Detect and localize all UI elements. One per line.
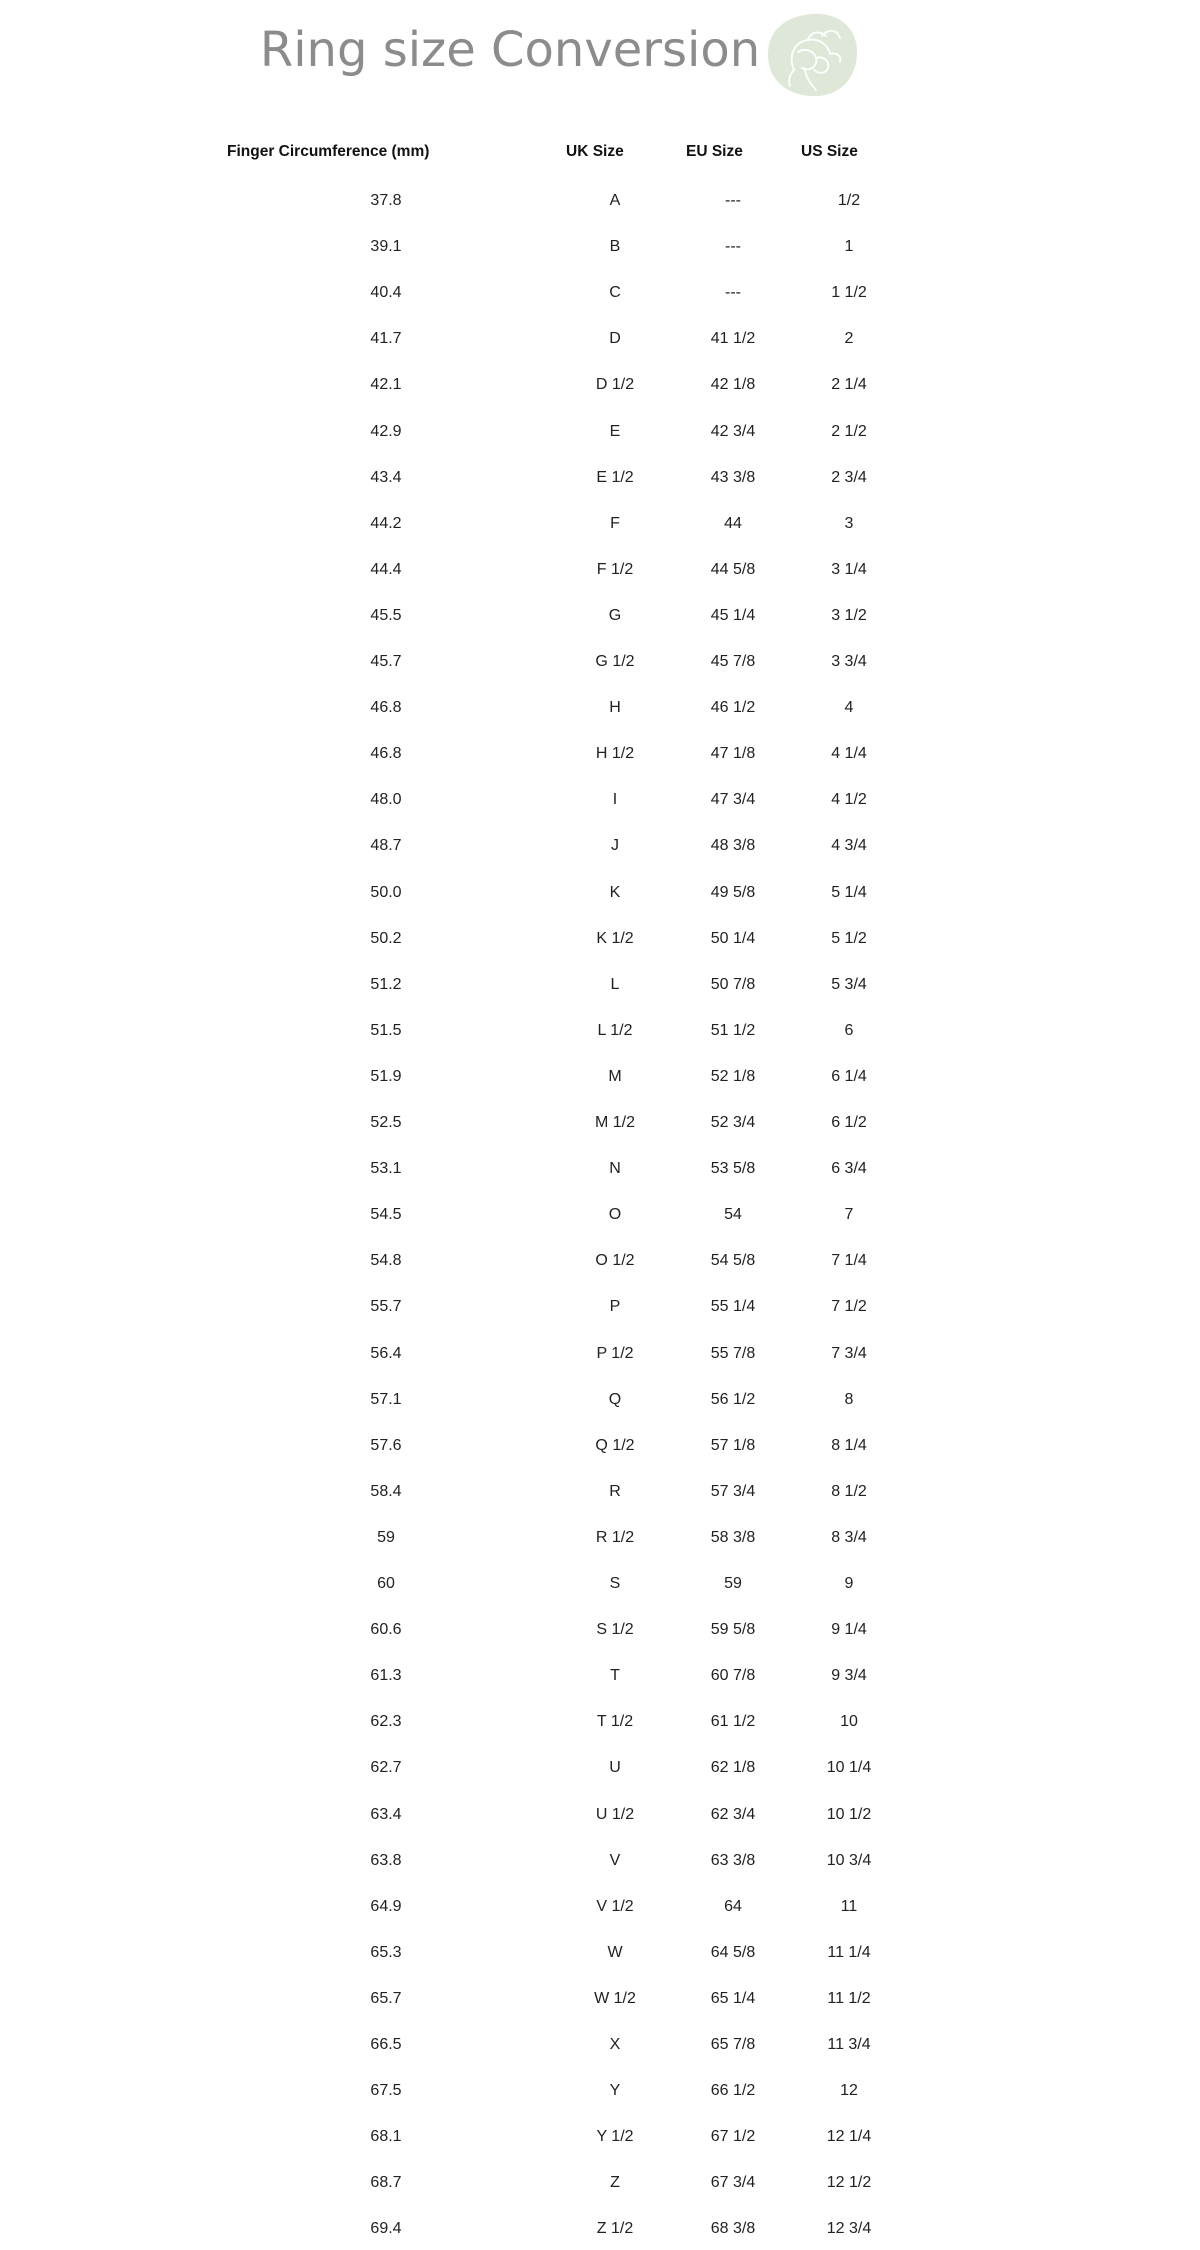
cell-us-size: 8 1/4 (831, 1436, 867, 1454)
cell-eu-size: 54 5/8 (710, 1252, 756, 1270)
cell-circumference: 42.9 (370, 422, 402, 440)
cell-uk-size: U 1/2 (595, 1805, 635, 1823)
cell-eu-size: 48 3/8 (710, 837, 756, 855)
cell-us-size: 11 (840, 1897, 858, 1915)
cell-us-size: 8 1/2 (831, 1482, 867, 1500)
cell-eu-size: 42 1/8 (710, 376, 756, 394)
cell-circumference: 68.1 (370, 2128, 402, 2146)
cell-us-size: 5 1/2 (831, 929, 867, 947)
table-row (0, 1298, 1200, 1328)
cell-uk-size: S 1/2 (596, 1621, 634, 1639)
cell-us-size: 9 1/4 (831, 1621, 867, 1639)
cell-eu-size: 59 (724, 1575, 742, 1592)
cell-eu-size: --- (725, 284, 741, 302)
cell-eu-size: 41 1/2 (710, 330, 756, 348)
table-row (0, 1437, 1200, 1467)
cell-circumference: 44.4 (370, 560, 402, 578)
cell-eu-size: 55 1/4 (710, 1298, 756, 1316)
table-row (0, 1252, 1200, 1282)
cell-us-size: 4 3/4 (831, 837, 867, 855)
table-row (0, 884, 1200, 914)
cell-us-size: 12 3/4 (826, 2220, 872, 2238)
cell-us-size: 7 (844, 1206, 854, 1224)
cell-eu-size: 43 3/8 (710, 468, 756, 486)
cell-uk-size: K (609, 883, 621, 901)
cell-uk-size: V 1/2 (596, 1897, 634, 1915)
page-title: Ring size Conversion (259, 22, 761, 78)
cell-us-size: 6 3/4 (831, 1160, 867, 1178)
cell-uk-size: F 1/2 (596, 560, 634, 578)
cell-circumference: 60.6 (370, 1621, 402, 1639)
table-row (0, 1529, 1200, 1559)
table-row (0, 1483, 1200, 1513)
cell-eu-size: 46 1/2 (710, 699, 756, 717)
cell-circumference: 51.5 (370, 1021, 402, 1039)
cell-uk-size: N (609, 1160, 621, 1178)
cell-eu-size: 62 1/8 (710, 1759, 756, 1777)
cell-uk-size: R 1/2 (595, 1528, 635, 1546)
cell-circumference: 48.0 (370, 791, 402, 809)
table-row (0, 1667, 1200, 1697)
cell-us-size: 2 (844, 330, 854, 348)
cell-eu-size: 44 (724, 514, 742, 532)
table-row (0, 1806, 1200, 1836)
table-row (0, 2036, 1200, 2066)
table-row (0, 2082, 1200, 2112)
cell-eu-size: 67 1/2 (710, 2128, 756, 2146)
cell-uk-size: Q (608, 1390, 622, 1408)
table-row (0, 1621, 1200, 1651)
cell-circumference: 64.9 (370, 1897, 402, 1915)
table-row (0, 1345, 1200, 1375)
cell-uk-size: K 1/2 (596, 929, 634, 947)
cell-circumference: 43.4 (370, 468, 402, 486)
cell-circumference: 40.4 (370, 284, 402, 302)
table-row (0, 837, 1200, 867)
cell-us-size: 7 1/2 (831, 1298, 867, 1316)
table-row (0, 515, 1200, 545)
cell-uk-size: Y (609, 2082, 621, 2100)
cell-eu-size: 49 5/8 (710, 883, 756, 901)
cell-us-size: 11 1/4 (827, 1943, 871, 1961)
cell-uk-size: Y 1/2 (596, 2128, 634, 2146)
cell-circumference: 59 (377, 1528, 395, 1546)
cell-circumference: 68.7 (370, 2174, 402, 2192)
cell-eu-size: --- (725, 238, 741, 256)
cell-circumference: 50.2 (370, 929, 402, 947)
cell-eu-size: 61 1/2 (710, 1713, 756, 1731)
cell-us-size: 9 (844, 1575, 854, 1592)
cell-uk-size: M 1/2 (594, 1114, 636, 1131)
cell-us-size: 4 (844, 699, 854, 717)
cell-uk-size: B (609, 238, 621, 256)
cell-us-size: 4 1/4 (831, 745, 867, 763)
cell-us-size: 11 3/4 (827, 2036, 871, 2053)
table-row (0, 1898, 1200, 1928)
table-row (0, 238, 1200, 268)
cell-us-size: 11 1/2 (827, 1989, 871, 2007)
cell-circumference: 42.1 (370, 376, 402, 394)
cell-us-size: 10 3/4 (826, 1851, 872, 1869)
cell-eu-size: 50 7/8 (710, 975, 756, 993)
cell-us-size: 7 1/4 (831, 1252, 867, 1270)
cell-uk-size: P (609, 1298, 621, 1316)
cell-eu-size: 44 5/8 (710, 560, 756, 578)
cell-eu-size: 51 1/2 (710, 1021, 756, 1039)
table-row (0, 284, 1200, 314)
table-row (0, 1852, 1200, 1882)
table-row (0, 2174, 1200, 2204)
cell-uk-size: V (609, 1851, 621, 1869)
cell-uk-size: H (609, 699, 621, 717)
cell-circumference: 53.1 (370, 1160, 402, 1178)
table-row (0, 1575, 1200, 1605)
cell-uk-size: D (609, 330, 621, 348)
table-row (0, 607, 1200, 637)
header-circumference: Finger Circumference (mm) (227, 143, 430, 160)
cell-circumference: 46.8 (370, 699, 402, 717)
table-row (0, 192, 1200, 222)
cell-uk-size: S (609, 1575, 621, 1592)
cell-eu-size: 63 3/8 (710, 1851, 756, 1869)
cell-uk-size: E 1/2 (596, 468, 634, 486)
cell-us-size: 3 (844, 514, 854, 532)
cell-uk-size: J (611, 837, 619, 855)
cell-eu-size: 68 3/8 (710, 2220, 756, 2238)
cell-circumference: 57.1 (370, 1390, 402, 1408)
cell-us-size: 2 1/2 (831, 422, 867, 440)
table-row (0, 1160, 1200, 1190)
cell-circumference: 58.4 (370, 1482, 402, 1500)
cell-uk-size: T 1/2 (596, 1713, 634, 1731)
cell-us-size: 5 3/4 (831, 975, 867, 993)
cell-eu-size: 60 7/8 (710, 1667, 756, 1685)
cell-uk-size: L 1/2 (597, 1021, 633, 1039)
table-row (0, 1990, 1200, 2020)
cell-circumference: 48.7 (370, 837, 402, 855)
cell-us-size: 10 (840, 1713, 858, 1731)
cell-us-size: 1 1/2 (831, 284, 867, 302)
cell-eu-size: 64 5/8 (710, 1943, 756, 1961)
cell-us-size: 12 1/2 (826, 2174, 872, 2192)
cell-us-size: 1/2 (837, 192, 861, 209)
table-row (0, 423, 1200, 453)
cell-eu-size: 42 3/4 (710, 422, 756, 440)
cell-uk-size: M (608, 1067, 622, 1085)
cell-circumference: 61.3 (370, 1667, 402, 1685)
cell-circumference: 51.9 (370, 1067, 402, 1085)
cell-uk-size: A (609, 192, 621, 209)
cell-uk-size: R (609, 1482, 621, 1500)
cell-circumference: 45.5 (370, 606, 402, 624)
cell-uk-size: I (612, 791, 618, 809)
cell-circumference: 62.7 (370, 1759, 402, 1777)
cell-eu-size: 47 3/4 (710, 791, 756, 809)
cell-circumference: 63.4 (370, 1805, 402, 1823)
cell-eu-size: 54 (724, 1206, 742, 1224)
cell-uk-size: C (609, 284, 621, 302)
cell-eu-size: 50 1/4 (710, 929, 756, 947)
cell-us-size: 10 1/2 (826, 1805, 872, 1823)
table-row (0, 2128, 1200, 2158)
cell-uk-size: G 1/2 (595, 653, 635, 670)
cell-uk-size: W (607, 1943, 623, 1961)
cell-us-size: 2 1/4 (831, 376, 867, 394)
cell-circumference: 54.8 (370, 1252, 402, 1270)
cell-eu-size: 55 7/8 (710, 1344, 756, 1362)
table-row (0, 1759, 1200, 1789)
cell-uk-size: D 1/2 (595, 376, 635, 394)
table-row (0, 469, 1200, 499)
cell-circumference: 62.3 (370, 1713, 402, 1731)
table-row (0, 699, 1200, 729)
table-row (0, 330, 1200, 360)
cell-uk-size: F (610, 514, 620, 532)
cell-us-size: 12 (840, 2082, 858, 2100)
header-eu-size: EU Size (686, 143, 743, 160)
cell-uk-size: G (608, 606, 622, 624)
cell-us-size: 10 1/4 (826, 1759, 872, 1777)
cell-uk-size: O (608, 1206, 622, 1224)
header-us-size: US Size (801, 143, 858, 160)
cell-eu-size: 62 3/4 (710, 1805, 756, 1823)
cell-circumference: 63.8 (370, 1851, 402, 1869)
cell-circumference: 52.5 (370, 1114, 402, 1131)
cell-eu-size: --- (725, 192, 741, 209)
cell-eu-size: 52 1/8 (710, 1067, 756, 1085)
cell-uk-size: Q 1/2 (595, 1436, 635, 1454)
cell-circumference: 54.5 (370, 1206, 402, 1224)
table-row (0, 2220, 1200, 2250)
cell-uk-size: Z (610, 2174, 620, 2192)
cell-us-size: 6 1/4 (831, 1067, 867, 1085)
cell-circumference: 45.7 (370, 653, 402, 670)
cell-us-size: 3 1/4 (831, 560, 867, 578)
cell-circumference: 57.6 (370, 1436, 402, 1454)
cell-circumference: 66.5 (370, 2036, 402, 2053)
cell-circumference: 60 (377, 1575, 395, 1592)
cell-us-size: 9 3/4 (831, 1667, 867, 1685)
table-row (0, 745, 1200, 775)
cell-circumference: 65.3 (370, 1943, 402, 1961)
cell-circumference: 37.8 (370, 192, 402, 209)
cell-uk-size: P 1/2 (596, 1344, 634, 1362)
cell-uk-size: Z 1/2 (596, 2220, 634, 2238)
cell-us-size: 3 3/4 (831, 653, 867, 670)
cell-eu-size: 45 7/8 (710, 653, 756, 670)
table-row (0, 791, 1200, 821)
cell-us-size: 5 1/4 (831, 883, 867, 901)
cell-us-size: 8 3/4 (831, 1528, 867, 1546)
cell-circumference: 69.4 (370, 2220, 402, 2238)
cell-uk-size: W 1/2 (594, 1989, 636, 2007)
cell-eu-size: 45 1/4 (710, 606, 756, 624)
cell-uk-size: T (610, 1667, 620, 1685)
cell-uk-size: L (610, 975, 620, 993)
cell-uk-size: E (609, 422, 621, 440)
cell-circumference: 50.0 (370, 883, 402, 901)
table-row (0, 1206, 1200, 1236)
table-row (0, 930, 1200, 960)
cell-us-size: 8 (844, 1390, 854, 1408)
table-row (0, 1022, 1200, 1052)
cell-eu-size: 66 1/2 (710, 2082, 756, 2100)
cell-eu-size: 57 1/8 (710, 1436, 756, 1454)
table-row (0, 1391, 1200, 1421)
cell-us-size: 6 1/2 (831, 1114, 867, 1131)
cell-eu-size: 59 5/8 (710, 1621, 756, 1639)
cell-us-size: 6 (844, 1021, 854, 1039)
header-uk-size: UK Size (566, 143, 624, 160)
cell-uk-size: O 1/2 (595, 1252, 635, 1270)
cell-us-size: 4 1/2 (831, 791, 867, 809)
cell-us-size: 7 3/4 (831, 1344, 867, 1362)
cell-circumference: 55.7 (370, 1298, 402, 1316)
table-row (0, 561, 1200, 591)
cell-eu-size: 52 3/4 (710, 1114, 756, 1131)
cell-us-size: 2 3/4 (831, 468, 867, 486)
table-row (0, 1944, 1200, 1974)
cell-eu-size: 65 7/8 (710, 2036, 756, 2053)
cell-circumference: 46.8 (370, 745, 402, 763)
cell-uk-size: U (609, 1759, 621, 1777)
cell-circumference: 39.1 (370, 238, 402, 256)
cell-circumference: 65.7 (370, 1989, 402, 2007)
cell-eu-size: 65 1/4 (710, 1989, 756, 2007)
cell-eu-size: 53 5/8 (710, 1160, 756, 1178)
cell-eu-size: 47 1/8 (710, 745, 756, 763)
cell-eu-size: 56 1/2 (710, 1390, 756, 1408)
cell-circumference: 67.5 (370, 2082, 402, 2100)
cell-eu-size: 67 3/4 (710, 2174, 756, 2192)
table-row (0, 653, 1200, 683)
table-row (0, 1114, 1200, 1144)
cell-eu-size: 58 3/8 (710, 1528, 756, 1546)
table-row (0, 1068, 1200, 1098)
cell-uk-size: X (609, 2036, 621, 2053)
table-row (0, 376, 1200, 406)
cell-circumference: 41.7 (370, 330, 402, 348)
table-row (0, 1713, 1200, 1743)
table-row (0, 976, 1200, 1006)
cell-uk-size: H 1/2 (595, 745, 635, 763)
cell-eu-size: 57 3/4 (710, 1482, 756, 1500)
cell-eu-size: 64 (724, 1897, 742, 1915)
cell-us-size: 3 1/2 (831, 606, 867, 624)
cell-circumference: 44.2 (370, 514, 402, 532)
flower-badge-icon (764, 12, 860, 98)
cell-circumference: 51.2 (370, 975, 402, 993)
cell-us-size: 12 1/4 (826, 2128, 872, 2146)
cell-circumference: 56.4 (370, 1344, 402, 1362)
cell-us-size: 1 (844, 238, 854, 256)
